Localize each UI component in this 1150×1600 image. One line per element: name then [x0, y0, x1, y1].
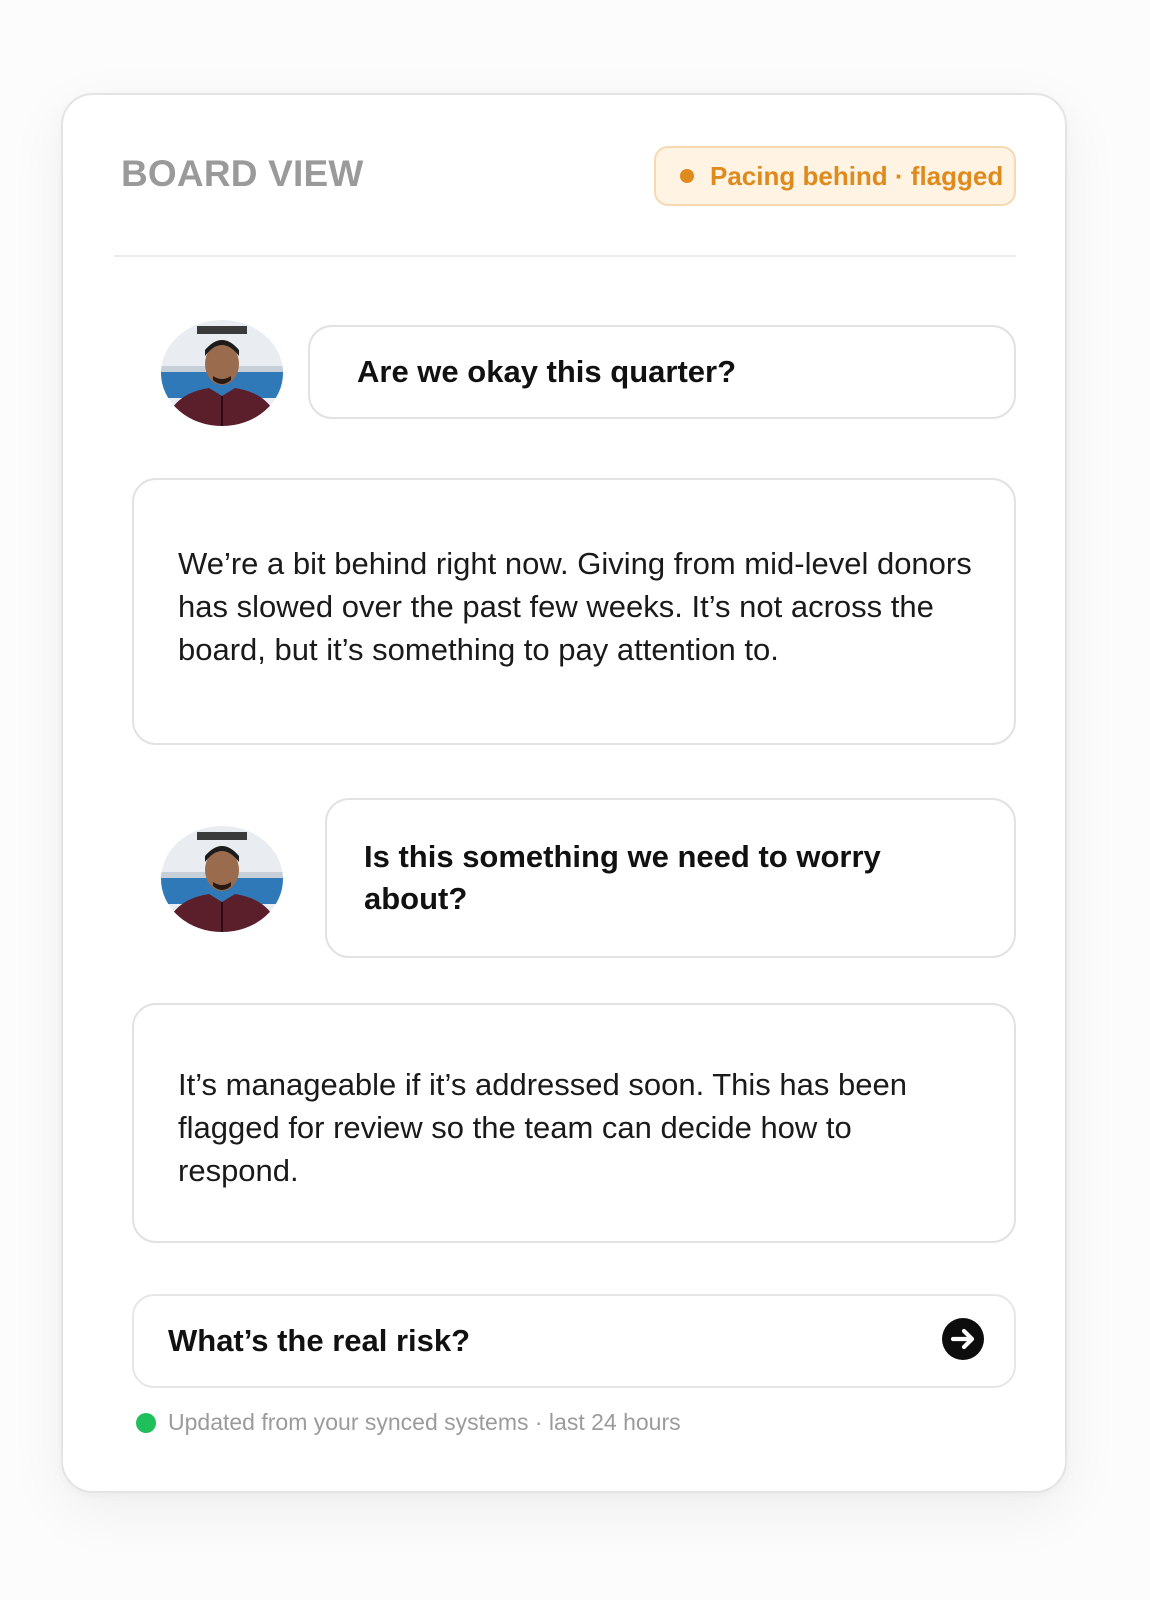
- user-message-text: Are we okay this quarter?: [357, 354, 737, 389]
- board-view-card: [61, 93, 1067, 1493]
- prompt-input[interactable]: [132, 1294, 1016, 1388]
- send-button[interactable]: [942, 1318, 984, 1360]
- assistant-message: [132, 478, 1016, 745]
- status-badge-label: Pacing behind · flagged: [710, 160, 1004, 191]
- user-avatar: [161, 826, 283, 932]
- assistant-message-text: It’s manageable if it’s addressed soon. This has been flagged for review so the team can decide how to respond.: [178, 1067, 907, 1188]
- user-message-text: Is this something we need to worry about?: [364, 839, 881, 916]
- sync-status-text: Updated from your synced systems · last 24 hours: [168, 1409, 681, 1435]
- user-avatar: [161, 320, 283, 426]
- user-message: [325, 798, 1016, 958]
- assistant-message: [132, 1003, 1016, 1243]
- sync-status-dot-icon: [136, 1413, 156, 1433]
- user-message: [308, 325, 1016, 419]
- status-badge: [654, 146, 1016, 206]
- status-dot-icon: [680, 169, 694, 183]
- arrow-right-circle-icon: [942, 1318, 984, 1360]
- user-avatar-image: [161, 826, 283, 932]
- assistant-message-text: We’re a bit behind right now. Giving from mid-level donors has slowed over the past few weeks. It’s not across the board, but it’s something to pay attention to.: [178, 546, 972, 667]
- user-avatar-image: [161, 320, 283, 426]
- page-title: BOARD VIEW: [121, 153, 364, 194]
- header-divider: [114, 255, 1016, 257]
- prompt-input-text: What’s the real risk?: [168, 1323, 471, 1358]
- sync-status: [136, 1409, 681, 1436]
